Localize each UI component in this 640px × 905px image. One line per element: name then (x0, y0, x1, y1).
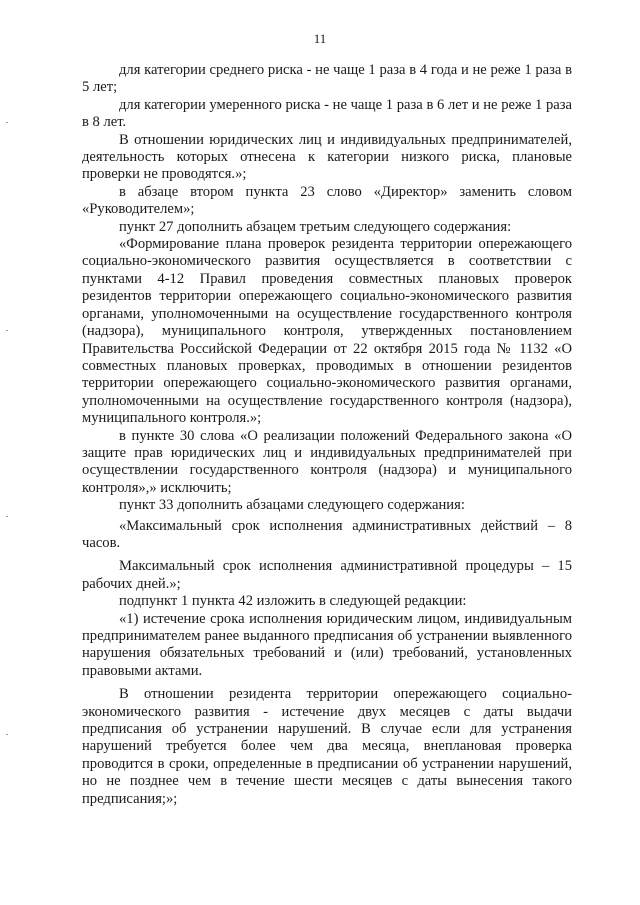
document-body (82, 62, 572, 808)
paragraph: «Формирование плана проверок резидента территории опережающего социально-экономического развития осуществляется в соответствии с пунктами 4-12 Правил проведения совместных плановых проверок резидентов территории опережающего социально-экономического развития органами, уполномоченными на осуществление государственного контроля (надзора), муниципального контроля, утвержденных постановлением Правительства Российской Федерации от 22 октября 2015 года № 1132 «О совместных плановых проверках, проводимых в отношении резидентов территории опережающего социально-экономического развития органами, уполномоченными на осуществление государственного контроля (надзора), муниципального контроля.»; (82, 236, 572, 427)
paragraph: В отношении резидента территории опережающего социально-экономического развития - истечение двух месяцев с даты выдачи предписания об устранении нарушений. В случае если для устранения нарушений требуется более чем два месяца, внеплановая проверка проводится в сроки, определенные в предписании об устранении нарушений, но не позднее чем в течение шести месяцев с даты вынесения такого предписания;»; (82, 686, 572, 807)
paragraph: подпункт 1 пункта 42 изложить в следующей редакции: (119, 593, 467, 610)
paragraph: пункт 33 дополнить абзацами следующего содержания: (119, 497, 465, 514)
paragraph: «1) истечение срока исполнения юридическим лицом, индивидуальным предпринимателем ранее выданного предписания об устранении выявленного нарушения обязательных требований и (или) требований, установленных правовыми актами. (82, 610, 572, 679)
scan-margin-mark (6, 516, 8, 517)
paragraph: для категории умеренного риска - не чаще 1 раза в 6 лет и не реже 1 раза в 8 лет. (82, 96, 572, 131)
scan-margin-mark (6, 330, 8, 331)
scan-margin-mark (6, 734, 8, 735)
paragraph: Максимальный срок исполнения административной процедуры – 15 рабочих дней.»; (82, 558, 572, 592)
paragraph: в абзаце втором пункта 23 слово «Директор» заменить словом «Руководителем»; (82, 183, 572, 218)
paragraph: в пункте 30 слова «О реализации положений Федерального закона «О защите прав юридических лиц и индивидуальных предпринимателей при осуществлении государственного контроля (надзора) и муниципального контроля»,» исключить; (82, 427, 572, 496)
paragraph: «Максимальный срок исполнения административных действий – 8 часов. (82, 517, 572, 551)
paragraph: пункт 27 дополнить абзацем третьим следующего содержания: (119, 218, 512, 235)
paragraph: для категории среднего риска - не чаще 1 раза в 4 года и не реже 1 раза в 5 лет; (82, 62, 572, 96)
scan-margin-mark (6, 122, 8, 123)
paragraph: В отношении юридических лиц и индивидуальных предпринимателей, деятельность которых отнесена к категории низкого риска, плановые проверки не проводятся.»; (82, 131, 572, 183)
page-number: 11 (313, 31, 327, 46)
